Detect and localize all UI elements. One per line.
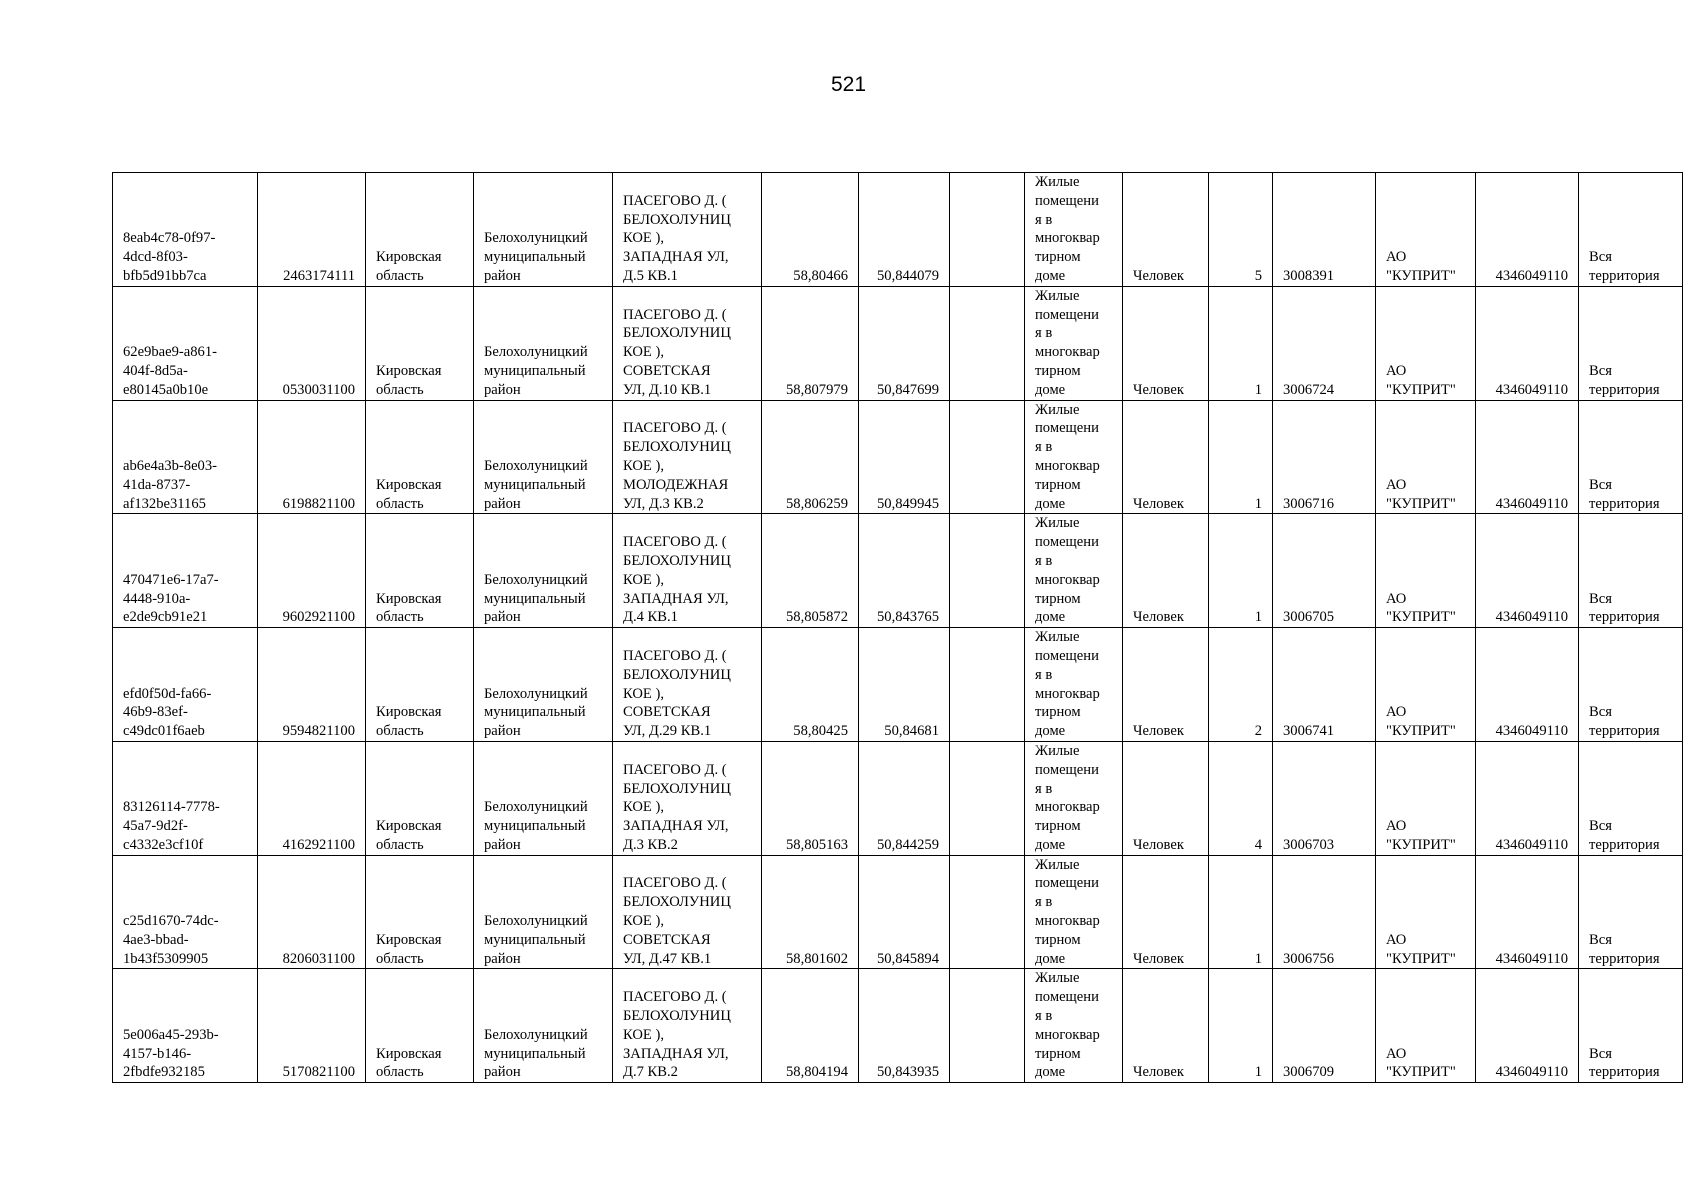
cell-organization: АО "КУПРИТ": [1376, 628, 1476, 742]
cell-inn: 4346049110: [1476, 855, 1579, 969]
cell-code: 0530031100: [258, 286, 366, 400]
cell-district: Белохолуницкий муниципальный район: [474, 514, 613, 628]
cell-address: ПАСЕГОВО Д. ( БЕЛОХОЛУНИЦ КОЕ ), СОВЕТСКАЯ УЛ, Д.10 КВ.1: [613, 286, 762, 400]
cell-inn: 4346049110: [1476, 400, 1579, 514]
cell-latitude: 58,807979: [762, 286, 859, 400]
cell-record-id: 8eab4c78-0f97- 4dcd-8f03- bfb5d91bb7ca: [113, 173, 258, 287]
cell-account: 3006703: [1273, 741, 1376, 855]
cell-count: 1: [1209, 400, 1273, 514]
cell-region: Кировская область: [366, 628, 474, 742]
cell-account: 3006756: [1273, 855, 1376, 969]
table-row: [113, 969, 1683, 1083]
table-row: [113, 400, 1683, 514]
cell-record-id: 5e006a45-293b- 4157-b146- 2fbdfe932185: [113, 969, 258, 1083]
cell-category: Жилые помещени я в многоквар тирном доме: [1025, 628, 1123, 742]
records-body: [113, 173, 1683, 1083]
cell-territory: Вся территория: [1579, 969, 1683, 1083]
cell-count: 1: [1209, 855, 1273, 969]
cell-category: Жилые помещени я в многоквар тирном доме: [1025, 741, 1123, 855]
cell-count: 1: [1209, 286, 1273, 400]
cell-latitude: 58,804194: [762, 969, 859, 1083]
cell-latitude: 58,801602: [762, 855, 859, 969]
cell-code: 2463174111: [258, 173, 366, 287]
cell-district: Белохолуницкий муниципальный район: [474, 400, 613, 514]
cell-district: Белохолуницкий муниципальный район: [474, 286, 613, 400]
cell-territory: Вся территория: [1579, 286, 1683, 400]
cell-account: 3006716: [1273, 400, 1376, 514]
page-number: 521: [830, 73, 867, 96]
cell-region: Кировская область: [366, 514, 474, 628]
cell-code: 5170821100: [258, 969, 366, 1083]
cell-region: Кировская область: [366, 173, 474, 287]
cell-region: Кировская область: [366, 741, 474, 855]
cell-empty: [950, 400, 1025, 514]
cell-code: 6198821100: [258, 400, 366, 514]
cell-district: Белохолуницкий муниципальный район: [474, 741, 613, 855]
cell-category: Жилые помещени я в многоквар тирном доме: [1025, 173, 1123, 287]
cell-territory: Вся территория: [1579, 741, 1683, 855]
cell-code: 8206031100: [258, 855, 366, 969]
table-row: [113, 286, 1683, 400]
cell-unit: Человек: [1123, 286, 1209, 400]
cell-longitude: 50,844259: [859, 741, 950, 855]
table-row: [113, 514, 1683, 628]
cell-empty: [950, 628, 1025, 742]
cell-longitude: 50,845894: [859, 855, 950, 969]
cell-organization: АО "КУПРИТ": [1376, 286, 1476, 400]
cell-account: 3006741: [1273, 628, 1376, 742]
cell-district: Белохолуницкий муниципальный район: [474, 628, 613, 742]
cell-organization: АО "КУПРИТ": [1376, 400, 1476, 514]
cell-record-id: efd0f50d-fa66- 46b9-83ef- c49dc01f6aeb: [113, 628, 258, 742]
cell-code: 9602921100: [258, 514, 366, 628]
cell-district: Белохолуницкий муниципальный район: [474, 173, 613, 287]
cell-inn: 4346049110: [1476, 969, 1579, 1083]
cell-account: 3006724: [1273, 286, 1376, 400]
cell-inn: 4346049110: [1476, 741, 1579, 855]
cell-unit: Человек: [1123, 741, 1209, 855]
cell-unit: Человек: [1123, 514, 1209, 628]
cell-latitude: 58,805163: [762, 741, 859, 855]
cell-inn: 4346049110: [1476, 514, 1579, 628]
table-row: [113, 628, 1683, 742]
cell-longitude: 50,843765: [859, 514, 950, 628]
cell-longitude: 50,847699: [859, 286, 950, 400]
cell-inn: 4346049110: [1476, 286, 1579, 400]
cell-address: ПАСЕГОВО Д. ( БЕЛОХОЛУНИЦ КОЕ ), СОВЕТСКАЯ УЛ, Д.47 КВ.1: [613, 855, 762, 969]
cell-category: Жилые помещени я в многоквар тирном доме: [1025, 855, 1123, 969]
cell-category: Жилые помещени я в многоквар тирном доме: [1025, 400, 1123, 514]
cell-longitude: 50,849945: [859, 400, 950, 514]
cell-latitude: 58,80466: [762, 173, 859, 287]
cell-category: Жилые помещени я в многоквар тирном доме: [1025, 514, 1123, 628]
cell-longitude: 50,84681: [859, 628, 950, 742]
cell-account: 3008391: [1273, 173, 1376, 287]
cell-record-id: c25d1670-74dc- 4ae3-bbad- 1b43f5309905: [113, 855, 258, 969]
cell-inn: 4346049110: [1476, 628, 1579, 742]
cell-inn: 4346049110: [1476, 173, 1579, 287]
cell-account: 3006705: [1273, 514, 1376, 628]
cell-code: 9594821100: [258, 628, 366, 742]
cell-unit: Человек: [1123, 400, 1209, 514]
cell-latitude: 58,80425: [762, 628, 859, 742]
cell-unit: Человек: [1123, 628, 1209, 742]
cell-address: ПАСЕГОВО Д. ( БЕЛОХОЛУНИЦ КОЕ ), ЗАПАДНАЯ УЛ, Д.7 КВ.2: [613, 969, 762, 1083]
cell-unit: Человек: [1123, 173, 1209, 287]
cell-organization: АО "КУПРИТ": [1376, 514, 1476, 628]
cell-address: ПАСЕГОВО Д. ( БЕЛОХОЛУНИЦ КОЕ ), ЗАПАДНАЯ УЛ, Д.4 КВ.1: [613, 514, 762, 628]
cell-count: 4: [1209, 741, 1273, 855]
cell-territory: Вся территория: [1579, 173, 1683, 287]
cell-count: 2: [1209, 628, 1273, 742]
cell-record-id: ab6e4a3b-8e03- 41da-8737- af132be31165: [113, 400, 258, 514]
cell-territory: Вся территория: [1579, 400, 1683, 514]
cell-region: Кировская область: [366, 400, 474, 514]
cell-organization: АО "КУПРИТ": [1376, 855, 1476, 969]
cell-organization: АО "КУПРИТ": [1376, 173, 1476, 287]
cell-record-id: 470471e6-17a7- 4448-910a- e2de9cb91e21: [113, 514, 258, 628]
cell-territory: Вся территория: [1579, 628, 1683, 742]
cell-longitude: 50,844079: [859, 173, 950, 287]
records-table: [112, 172, 1683, 1083]
cell-category: Жилые помещени я в многоквар тирном доме: [1025, 286, 1123, 400]
cell-unit: Человек: [1123, 969, 1209, 1083]
cell-empty: [950, 173, 1025, 287]
cell-district: Белохолуницкий муниципальный район: [474, 855, 613, 969]
cell-empty: [950, 741, 1025, 855]
cell-code: 4162921100: [258, 741, 366, 855]
cell-record-id: 83126114-7778- 45a7-9d2f- c4332e3cf10f: [113, 741, 258, 855]
cell-count: 1: [1209, 514, 1273, 628]
cell-count: 1: [1209, 969, 1273, 1083]
cell-empty: [950, 514, 1025, 628]
table-row: [113, 855, 1683, 969]
cell-count: 5: [1209, 173, 1273, 287]
cell-territory: Вся территория: [1579, 855, 1683, 969]
cell-region: Кировская область: [366, 969, 474, 1083]
cell-account: 3006709: [1273, 969, 1376, 1083]
cell-organization: АО "КУПРИТ": [1376, 969, 1476, 1083]
cell-longitude: 50,843935: [859, 969, 950, 1083]
cell-latitude: 58,805872: [762, 514, 859, 628]
cell-address: ПАСЕГОВО Д. ( БЕЛОХОЛУНИЦ КОЕ ), СОВЕТСКАЯ УЛ, Д.29 КВ.1: [613, 628, 762, 742]
table-row: [113, 741, 1683, 855]
cell-empty: [950, 969, 1025, 1083]
cell-empty: [950, 286, 1025, 400]
cell-record-id: 62e9bae9-a861- 404f-8d5a- e80145a0b10e: [113, 286, 258, 400]
table-row: [113, 173, 1683, 287]
cell-address: ПАСЕГОВО Д. ( БЕЛОХОЛУНИЦ КОЕ ), МОЛОДЕЖНАЯ УЛ, Д.3 КВ.2: [613, 400, 762, 514]
cell-address: ПАСЕГОВО Д. ( БЕЛОХОЛУНИЦ КОЕ ), ЗАПАДНАЯ УЛ, Д.3 КВ.2: [613, 741, 762, 855]
cell-organization: АО "КУПРИТ": [1376, 741, 1476, 855]
cell-latitude: 58,806259: [762, 400, 859, 514]
cell-district: Белохолуницкий муниципальный район: [474, 969, 613, 1083]
cell-region: Кировская область: [366, 855, 474, 969]
cell-address: ПАСЕГОВО Д. ( БЕЛОХОЛУНИЦ КОЕ ), ЗАПАДНАЯ УЛ, Д.5 КВ.1: [613, 173, 762, 287]
cell-empty: [950, 855, 1025, 969]
cell-category: Жилые помещени я в многоквар тирном доме: [1025, 969, 1123, 1083]
cell-region: Кировская область: [366, 286, 474, 400]
cell-unit: Человек: [1123, 855, 1209, 969]
cell-territory: Вся территория: [1579, 514, 1683, 628]
